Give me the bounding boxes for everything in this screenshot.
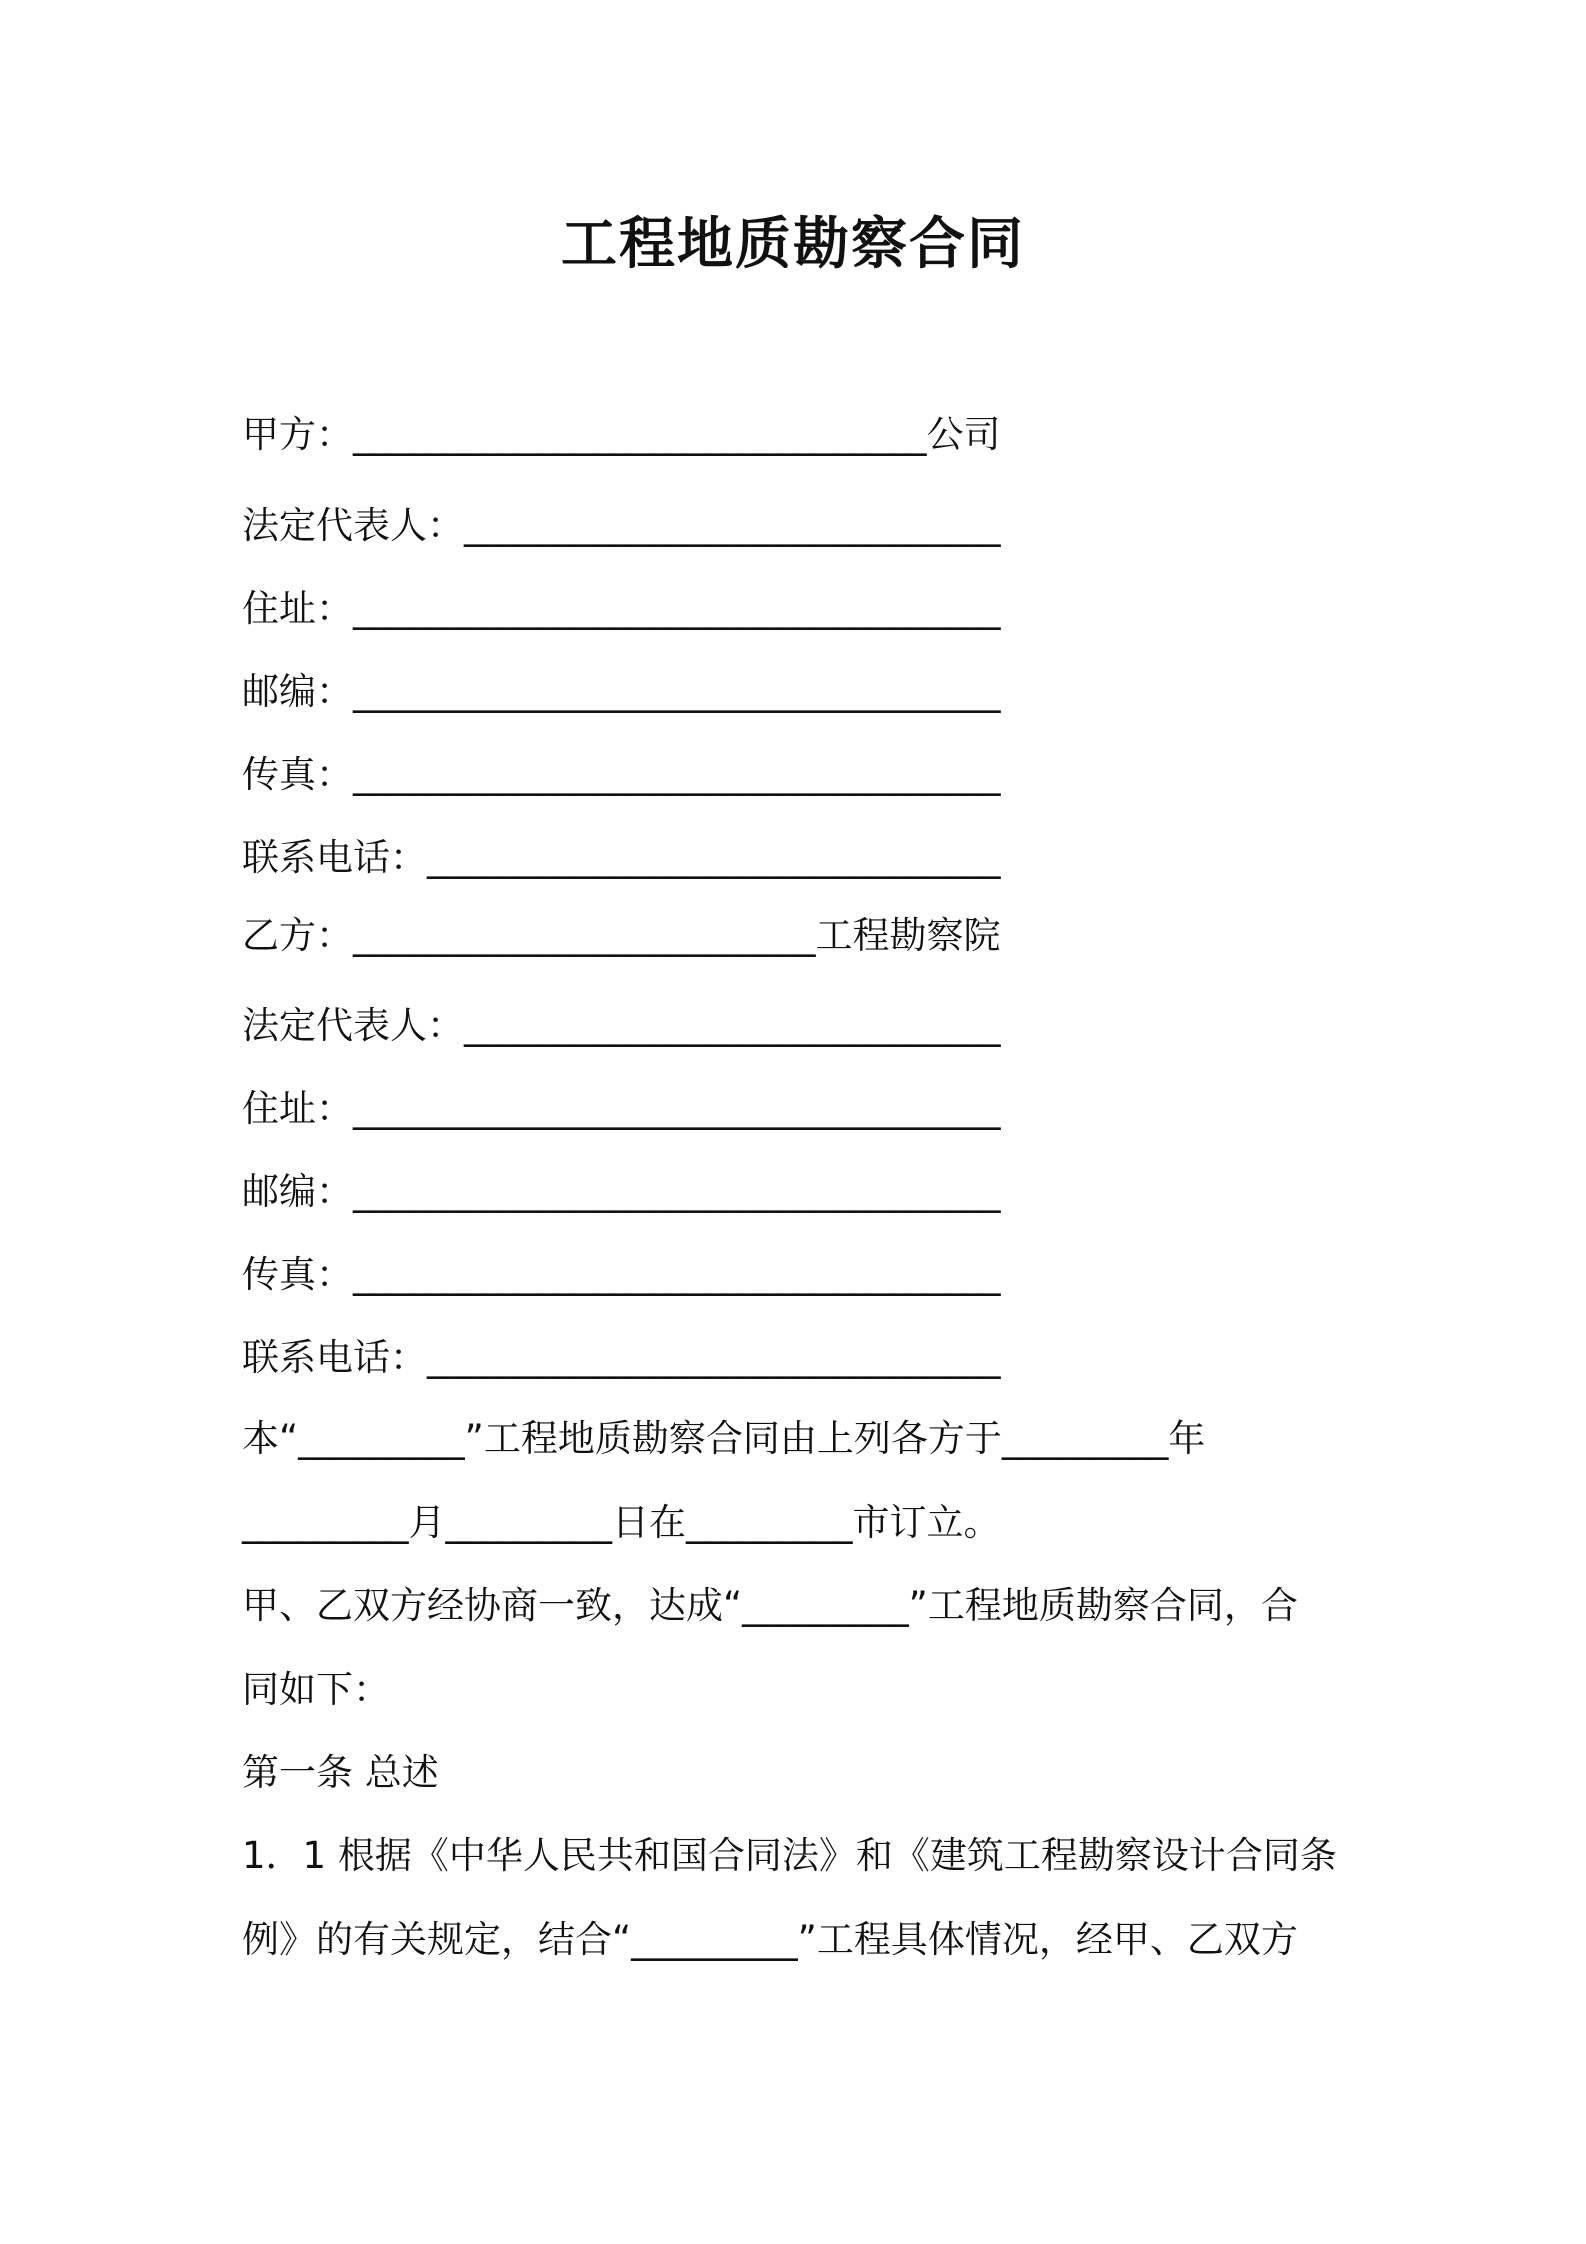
clause-1-1-line-2: 例》的有关规定，结合“_________”工程具体情况，经甲、乙双方	[242, 1918, 1298, 1961]
document-title: 工程地质勘察合同	[561, 212, 1025, 277]
party-a-company-line: 甲方：_______________________________公司	[242, 413, 1001, 456]
paragraph-contract-date-line-2: _________月_________日在_________市订立。	[242, 1501, 1001, 1544]
paragraph-agreement-line-1: 甲、乙双方经协商一致，达成“_________”工程地质勘察合同，合	[242, 1584, 1298, 1627]
party-b-institute-line: 乙方：_________________________工程勘察院	[242, 914, 1001, 957]
party-b-postcode-line: 邮编：___________________________________	[242, 1170, 1001, 1213]
article-one-heading: 第一条 总述	[242, 1751, 439, 1794]
paragraph-contract-date-line-1: 本“_________”工程地质勘察合同由上列各方于_________年	[242, 1417, 1206, 1460]
party-a-fax-line: 传真：___________________________________	[242, 753, 1001, 796]
party-a-postcode-line: 邮编：___________________________________	[242, 670, 1001, 713]
party-b-address-line: 住址：___________________________________	[242, 1087, 1001, 1130]
party-b-legal-representative-line: 法定代表人：_____________________________	[242, 1004, 1001, 1047]
clause-1-1-line-1: 1．1 根据《中华人民共和国合同法》和《建筑工程勘察设计合同条	[242, 1834, 1337, 1877]
paragraph-agreement-line-2: 同如下：	[242, 1668, 390, 1711]
party-b-phone-line: 联系电话：_______________________________	[242, 1336, 1001, 1379]
party-a-address-line: 住址：___________________________________	[242, 587, 1001, 630]
party-a-phone-line: 联系电话：_______________________________	[242, 836, 1001, 879]
party-a-legal-representative-line: 法定代表人：_____________________________	[242, 504, 1001, 547]
party-b-fax-line: 传真：___________________________________	[242, 1253, 1001, 1296]
